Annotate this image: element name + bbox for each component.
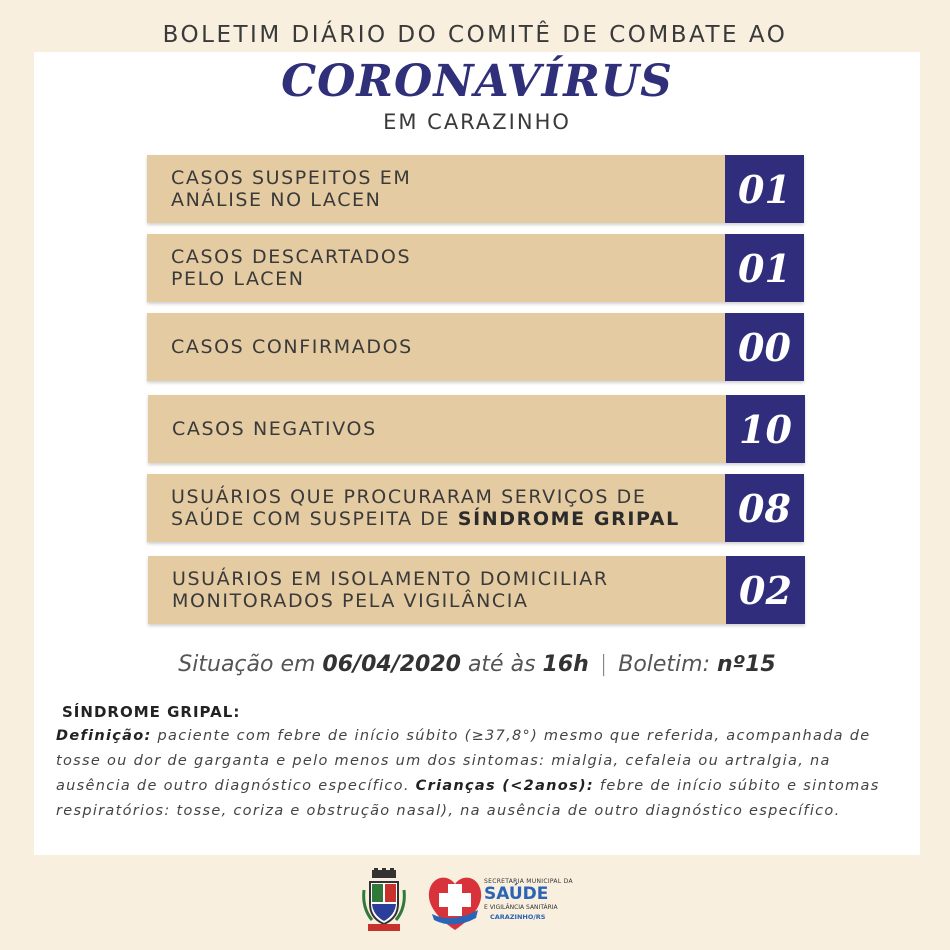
stat-label: CASOS NEGATIVOS — [172, 418, 377, 440]
stat-value: 10 — [726, 395, 805, 463]
footer-logos — [360, 868, 573, 938]
stat-row-negativos — [148, 395, 805, 463]
status-hour: 16h — [542, 652, 589, 677]
bulletin-header-line: BOLETIM DIÁRIO DO COMITÊ DE COMBATE AO — [162, 22, 788, 48]
stat-value: 01 — [725, 234, 804, 302]
page-subtitle: EM CARAZINHO — [383, 110, 571, 134]
definition-heading: SÍNDROME GRIPAL: — [62, 703, 241, 721]
stat-label: USUÁRIOS QUE PROCURARAM SERVIÇOS DE SAÚDE COM SUSPEITA DE SÍNDROME GRIPAL — [171, 486, 680, 530]
stat-value: 02 — [726, 556, 805, 624]
stat-row-confirmados — [147, 313, 804, 381]
stat-value: 08 — [725, 474, 804, 542]
stat-row-descartados — [147, 234, 804, 302]
stat-row-isolamento — [148, 556, 805, 624]
bulletin-card — [34, 52, 920, 855]
stat-label: USUÁRIOS EM ISOLAMENTO DOMICILIAR MONITORADOS PELA VIGILÂNCIA — [172, 568, 609, 612]
stat-label: CASOS CONFIRMADOS — [171, 336, 413, 358]
stat-row-suspeitos — [147, 155, 804, 223]
status-date: 06/04/2020 — [322, 652, 461, 677]
stat-row-sindrome-gripal — [147, 474, 804, 542]
bulletin-number: nº15 — [717, 652, 776, 677]
stat-value: 00 — [725, 313, 804, 381]
saude-logo: SECRETARIA MUNICIPAL DA SAÚDE E VIGILÂNCIA SANITÁRIA CARAZINHO/RS — [426, 870, 566, 934]
stat-label: CASOS SUSPEITOS EM ANÁLISE NO LACEN — [171, 167, 412, 211]
stat-value: 01 — [725, 155, 804, 223]
city-crest-icon — [360, 868, 408, 934]
stat-label: CASOS DESCARTADOS PELO LACEN — [171, 246, 412, 290]
heart-cross-icon — [426, 870, 484, 934]
page-title: CORONAVÍRUS — [281, 56, 673, 107]
definition-text: Definição: paciente com febre de início súbito (≥37,8°) mesmo que referida, acompanhada de tosse ou dor de garganta e pelo menos um dos sintomas: mialgia, cefaleia ou artralgia, na ausência de outro diagnóstico específico. Crianças (<2anos): febre de início súbito e sintomas respiratórios: tosse, coriza e obstrução nasal), na ausência de outro diagnóstico específico. — [56, 728, 880, 819]
status-line: Situação em 06/04/2020 até às 16h | Boletim: nº15 — [178, 652, 776, 677]
